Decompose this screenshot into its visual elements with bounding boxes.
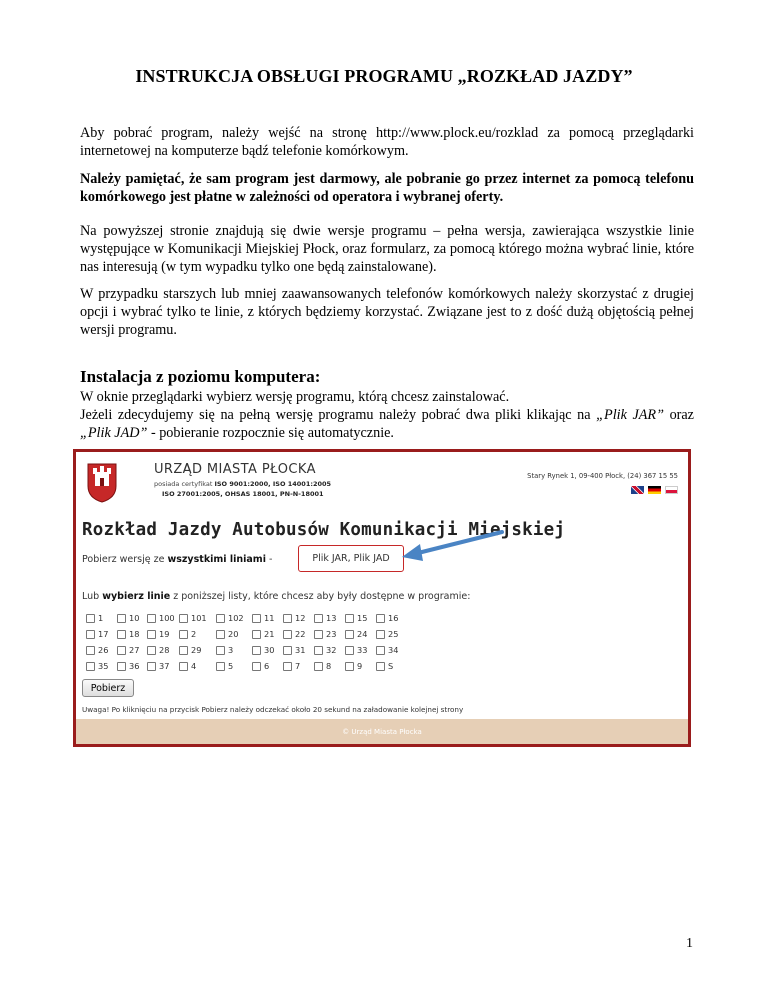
section-heading-computer-install: Instalacja z poziomu komputera: xyxy=(80,367,321,386)
line-number-label: 100 xyxy=(159,613,175,623)
line-checkbox-31[interactable] xyxy=(283,645,305,655)
line-number-label: 31 xyxy=(295,645,306,655)
line-number-label: 35 xyxy=(98,661,109,671)
line-number-label: 5 xyxy=(228,661,234,671)
line-checkbox-4[interactable] xyxy=(179,661,196,671)
line-checkbox-20[interactable] xyxy=(216,629,238,639)
line-number-label: 2 xyxy=(191,629,197,639)
line-checkbox-1[interactable] xyxy=(86,613,103,623)
choose-prefix: Lub xyxy=(82,591,103,602)
line-checkbox-37[interactable] xyxy=(147,661,169,671)
paragraph-cost-notice: Należy pamiętać, że sam program jest darmowy, ale pobranie go przez internet za pomocą telefonu komórkowego jest płatne w zależności od operatora i wybranej oferty. xyxy=(80,171,694,205)
line-checkbox-7[interactable] xyxy=(283,661,300,671)
checkbox[interactable] xyxy=(283,614,292,623)
line-number-label: 23 xyxy=(326,629,337,639)
line-number-label: 32 xyxy=(326,645,337,655)
line-checkbox-S[interactable] xyxy=(376,661,393,671)
checkbox[interactable] xyxy=(86,614,95,623)
line-checkbox-100[interactable] xyxy=(147,613,175,623)
checkbox[interactable] xyxy=(376,614,385,623)
line-number-label: 20 xyxy=(228,629,239,639)
line-checkbox-27[interactable] xyxy=(117,645,139,655)
line-checkbox-28[interactable] xyxy=(147,645,169,655)
checkbox[interactable] xyxy=(117,646,126,655)
line-checkbox-26[interactable] xyxy=(86,645,108,655)
line-checkbox-102[interactable] xyxy=(216,613,244,623)
line-checkbox-22[interactable] xyxy=(283,629,305,639)
checkbox[interactable] xyxy=(252,614,261,623)
checkbox[interactable] xyxy=(86,646,95,655)
line-number-label: 15 xyxy=(357,613,368,623)
line-number-label: 10 xyxy=(129,613,140,623)
cert-list-2: ISO 27001:2005, OHSAS 18001, PN-N-18001 xyxy=(162,490,324,498)
line-checkbox-30[interactable] xyxy=(252,645,274,655)
choose-lines-label: wybierz linie xyxy=(102,591,171,602)
checkbox[interactable] xyxy=(252,662,261,671)
checkbox[interactable] xyxy=(376,646,385,655)
page-number: 1 xyxy=(686,936,693,951)
certificate-line-1 xyxy=(154,480,331,488)
line-checkbox-34[interactable] xyxy=(376,645,398,655)
plik-jad-reference: „Plik JAD” xyxy=(80,425,148,441)
document-title: INSTRUKCJA OBSŁUGI PROGRAMU „ROZKŁAD JAZDY” xyxy=(135,66,633,86)
paragraph-versions: Na powyższej stronie znajdują się dwie wersje programu – pełna wersja, zawierająca wszystkie linie występujące w Komunikacji Miejskiej Płock, oraz formularz, za pomocą którego można wybrać linie, które nas interesują (w tym wypadku tylko one będą zainstalowane). xyxy=(80,223,694,275)
choose-suffix: z poniższej listy, które chcesz aby były dostępne w programie: xyxy=(170,591,471,602)
checkbox[interactable] xyxy=(345,646,354,655)
checkbox[interactable] xyxy=(252,646,261,655)
line-number-label: 24 xyxy=(357,629,368,639)
line-number-label: 102 xyxy=(228,613,244,623)
checkbox[interactable] xyxy=(117,662,126,671)
line-number-label: 4 xyxy=(191,661,197,671)
plik-jar-reference: „Plik JAR” xyxy=(596,407,664,423)
line-number-label: 16 xyxy=(388,613,399,623)
line-checkbox-35[interactable] xyxy=(86,661,108,671)
line-checkbox-3[interactable] xyxy=(216,645,233,655)
city-crest-icon xyxy=(86,460,118,504)
line-number-label: 33 xyxy=(357,645,368,655)
line-number-label: 37 xyxy=(159,661,170,671)
checkbox[interactable] xyxy=(147,614,156,623)
checkbox[interactable] xyxy=(147,630,156,639)
checkbox[interactable] xyxy=(345,614,354,623)
line-checkbox-25[interactable] xyxy=(376,629,398,639)
instruction-text: - pobieranie rozpocznie się automatycznie. xyxy=(147,425,394,441)
checkbox[interactable] xyxy=(147,646,156,655)
line-number-label: 11 xyxy=(264,613,275,623)
line-number-label: 6 xyxy=(264,661,270,671)
cert-prefix: posiada certyfikat xyxy=(154,480,215,488)
certificate-line-2 xyxy=(162,490,324,498)
checkbox[interactable] xyxy=(283,630,292,639)
line-checkbox-36[interactable] xyxy=(117,661,139,671)
line-number-label: 12 xyxy=(295,613,306,623)
paragraph-older-phones: W przypadku starszych lub mniej zaawansowanych telefonów komórkowych należy skorzystać z drugiej opcji i wybrać tylko te linie, z których będziemy korzystać. Związane jest to z dość dużą objętością pełnej wersji programu. xyxy=(80,286,694,338)
language-flags xyxy=(631,486,678,494)
website-screenshot xyxy=(73,449,691,747)
checkbox[interactable] xyxy=(283,646,292,655)
wait-notice: Uwaga! Po kliknięciu na przycisk Pobierz należy odczekać około 20 sekund na załadowanie kolejnej strony xyxy=(82,705,464,714)
line-checkbox-8[interactable] xyxy=(314,661,331,671)
line-checkbox-13[interactable] xyxy=(314,613,336,623)
site-header xyxy=(76,452,688,514)
line-number-label: 21 xyxy=(264,629,275,639)
line-checkbox-12[interactable] xyxy=(283,613,305,623)
line-number-label: 3 xyxy=(228,645,234,655)
line-number-label: 8 xyxy=(326,661,332,671)
line-number-label: 28 xyxy=(159,645,170,655)
line-checkbox-15[interactable] xyxy=(345,613,367,623)
line-checkbox-9[interactable] xyxy=(345,661,362,671)
line-checkbox-21[interactable] xyxy=(252,629,274,639)
download-submit-button[interactable]: Pobierz xyxy=(82,679,134,697)
checkbox[interactable] xyxy=(86,662,95,671)
checkbox[interactable] xyxy=(216,662,225,671)
line-checkbox-11[interactable] xyxy=(252,613,274,623)
line-checkbox-18[interactable] xyxy=(117,629,139,639)
checkbox[interactable] xyxy=(117,630,126,639)
polish-flag-icon[interactable] xyxy=(665,486,678,494)
checkbox[interactable] xyxy=(345,662,354,671)
line-number-label: 22 xyxy=(295,629,306,639)
line-number-label: 26 xyxy=(98,645,109,655)
choose-lines-line xyxy=(82,591,470,602)
line-checkbox-32[interactable] xyxy=(314,645,336,655)
german-flag-icon[interactable] xyxy=(648,486,661,494)
line-number-label: 18 xyxy=(129,629,140,639)
checkbox[interactable] xyxy=(314,630,323,639)
line-checkbox-16[interactable] xyxy=(376,613,398,623)
line-checkbox-29[interactable] xyxy=(179,645,201,655)
office-address: Stary Rynek 1, 09-400 Płock, (24) 367 15 55 xyxy=(527,472,678,480)
download-prefix: Pobierz wersję ze xyxy=(82,554,168,565)
download-all-lines-label: wszystkimi liniami xyxy=(167,554,266,565)
instruction-text: Jeżeli zdecydujemy się na pełną wersję programu należy pobrać dwa pliki klikając na xyxy=(80,407,597,423)
line-checkbox-2[interactable] xyxy=(179,629,196,639)
checkbox[interactable] xyxy=(314,662,323,671)
checkbox[interactable] xyxy=(252,630,261,639)
instruction-text: oraz xyxy=(663,407,694,423)
paragraph-intro: Aby pobrać program, należy wejść na stronę http://www.plock.eu/rozklad za pomocą przeglądarki internetowej na komputerze bądź telefonie komórkowym. xyxy=(80,125,694,159)
line-checkbox-33[interactable] xyxy=(345,645,367,655)
app-title: Rozkład Jazdy Autobusów Komunikacji Miejskiej xyxy=(82,520,566,540)
checkbox[interactable] xyxy=(117,614,126,623)
line-number-label: 36 xyxy=(129,661,140,671)
line-checkbox-17[interactable] xyxy=(86,629,108,639)
download-links-highlight[interactable]: Plik JAR, Plik JAD xyxy=(298,545,404,572)
line-checkbox-5[interactable] xyxy=(216,661,233,671)
site-footer: © Urząd Miasta Płocka xyxy=(76,719,688,744)
checkbox[interactable] xyxy=(216,630,225,639)
line-number-label: 19 xyxy=(159,629,170,639)
line-number-label: 17 xyxy=(98,629,109,639)
checkbox[interactable] xyxy=(314,614,323,623)
checkbox[interactable] xyxy=(179,614,188,623)
download-dash: - xyxy=(265,554,273,565)
line-checkbox-24[interactable] xyxy=(345,629,367,639)
checkbox[interactable] xyxy=(179,646,188,655)
pointer-arrow-icon xyxy=(396,528,506,564)
checkbox[interactable] xyxy=(86,630,95,639)
checkbox[interactable] xyxy=(147,662,156,671)
line-checkbox-23[interactable] xyxy=(314,629,336,639)
line-number-label: 25 xyxy=(388,629,399,639)
line-number-label: 30 xyxy=(264,645,275,655)
line-number-label: 29 xyxy=(191,645,202,655)
line-checkbox-19[interactable] xyxy=(147,629,169,639)
line-number-label: 7 xyxy=(295,661,301,671)
line-number-label: 34 xyxy=(388,645,399,655)
checkbox[interactable] xyxy=(376,630,385,639)
line-number-label: S xyxy=(388,661,394,671)
line-number-label: 101 xyxy=(191,613,207,623)
checkbox[interactable] xyxy=(179,630,188,639)
office-name: URZĄD MIASTA PŁOCKA xyxy=(154,462,316,477)
checkbox[interactable] xyxy=(283,662,292,671)
checkbox[interactable] xyxy=(179,662,188,671)
line-number-label: 27 xyxy=(129,645,140,655)
line-checkbox-10[interactable] xyxy=(117,613,139,623)
checkbox[interactable] xyxy=(376,662,385,671)
line-number-label: 1 xyxy=(98,613,104,623)
line-number-label: 9 xyxy=(357,661,363,671)
english-flag-icon[interactable] xyxy=(631,486,644,494)
download-full-line xyxy=(82,554,272,565)
line-checkbox-101[interactable] xyxy=(179,613,207,623)
line-checkbox-6[interactable] xyxy=(252,661,269,671)
checkbox[interactable] xyxy=(216,614,225,623)
line-number-label: 13 xyxy=(326,613,337,623)
paragraph-choose-version: W oknie przeglądarki wybierz wersję programu, którą chcesz zainstalować. xyxy=(80,389,510,405)
paragraph-full-version-instructions xyxy=(80,406,694,442)
cert-list-1: ISO 9001:2000, ISO 14001:2005 xyxy=(214,480,332,488)
checkbox[interactable] xyxy=(345,630,354,639)
checkbox[interactable] xyxy=(314,646,323,655)
checkbox[interactable] xyxy=(216,646,225,655)
